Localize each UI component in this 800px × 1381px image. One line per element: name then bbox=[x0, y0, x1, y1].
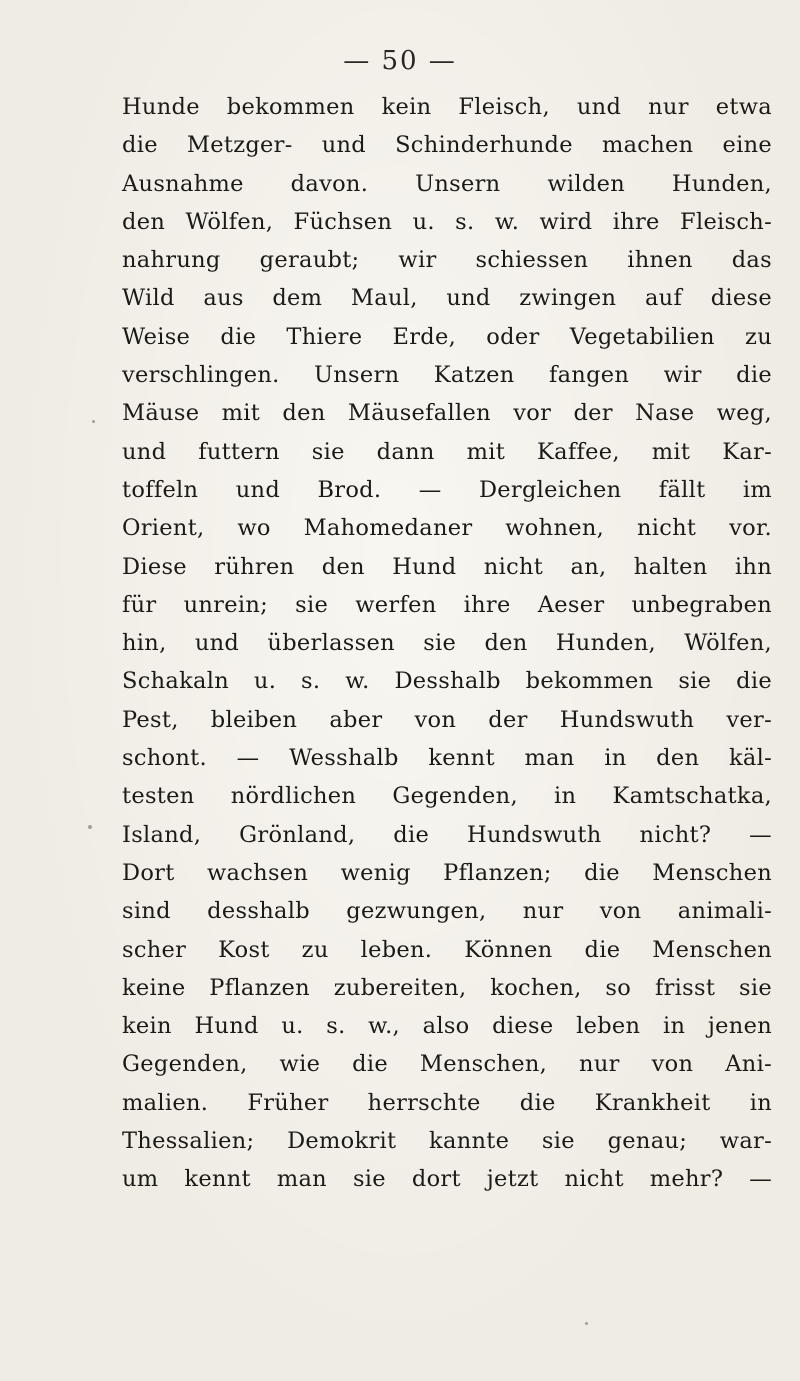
text-line: sind desshalb gezwungen, nur von animali- bbox=[122, 898, 772, 925]
text-line: kein Hund u. s. w., also diese leben in jenen bbox=[122, 1013, 772, 1040]
text-line: Mäuse mit den Mäusefallen vor der Nase weg, bbox=[122, 400, 772, 427]
text-line: testen nördlichen Gegenden, in Kamtschatka, bbox=[122, 783, 772, 810]
text-line: hin, und überlassen sie den Hunden, Wölfen, bbox=[122, 630, 772, 657]
text-line: Gegenden, wie die Menschen, nur von Ani- bbox=[122, 1051, 772, 1078]
text-line: Orient, wo Mahomedaner wohnen, nicht vor. bbox=[122, 515, 772, 542]
text-line: Diese rühren den Hund nicht an, halten ihn bbox=[122, 553, 772, 580]
text-line: und futtern sie dann mit Kaffee, mit Kar- bbox=[122, 438, 772, 465]
text-line: keine Pflanzen zubereiten, kochen, so frisst sie bbox=[122, 974, 772, 1001]
text-line: toffeln und Brod. — Dergleichen fällt im bbox=[122, 476, 772, 503]
text-line: Island, Grönland, die Hundswuth nicht? — bbox=[122, 821, 772, 848]
paper-speck bbox=[88, 825, 92, 829]
text-line: Thessalien; Demokrit kannte sie genau; war- bbox=[122, 1128, 772, 1155]
text-line: Wild aus dem Maul, und zwingen auf diese bbox=[122, 285, 772, 312]
page-number: — 50 — bbox=[343, 46, 457, 76]
text-line: Weise die Thiere Erde, oder Vegetabilien zu bbox=[122, 323, 772, 350]
text-line: die Metzger- und Schinderhunde machen eine bbox=[122, 132, 772, 159]
paper-speck bbox=[585, 1322, 588, 1325]
text-line: Ausnahme davon. Unsern wilden Hunden, bbox=[122, 170, 772, 197]
text-line: den Wölfen, Füchsen u. s. w. wird ihre Fleisch- bbox=[122, 208, 772, 235]
text-line: um kennt man sie dort jetzt nicht mehr? — bbox=[122, 1166, 772, 1193]
text-line: malien. Früher herrschte die Krankheit in bbox=[122, 1089, 772, 1116]
text-line: scher Kost zu leben. Können die Menschen bbox=[122, 936, 772, 963]
text-line: Pest, bleiben aber von der Hundswuth ver- bbox=[122, 706, 772, 733]
text-line: Dort wachsen wenig Pflanzen; die Menschen bbox=[122, 859, 772, 886]
body-text bbox=[122, 88, 772, 1199]
text-line: für unrein; sie werfen ihre Aeser unbegraben bbox=[122, 591, 772, 618]
text-line: nahrung geraubt; wir schiessen ihnen das bbox=[122, 247, 772, 274]
text-line: Hunde bekommen kein Fleisch, und nur etwa bbox=[122, 94, 772, 120]
text-line: verschlingen. Unsern Katzen fangen wir die bbox=[122, 362, 772, 389]
text-line: schont. — Wesshalb kennt man in den käl- bbox=[122, 745, 772, 772]
paper-speck bbox=[92, 420, 95, 423]
text-line: Schakaln u. s. w. Desshalb bekommen sie die bbox=[122, 668, 772, 695]
